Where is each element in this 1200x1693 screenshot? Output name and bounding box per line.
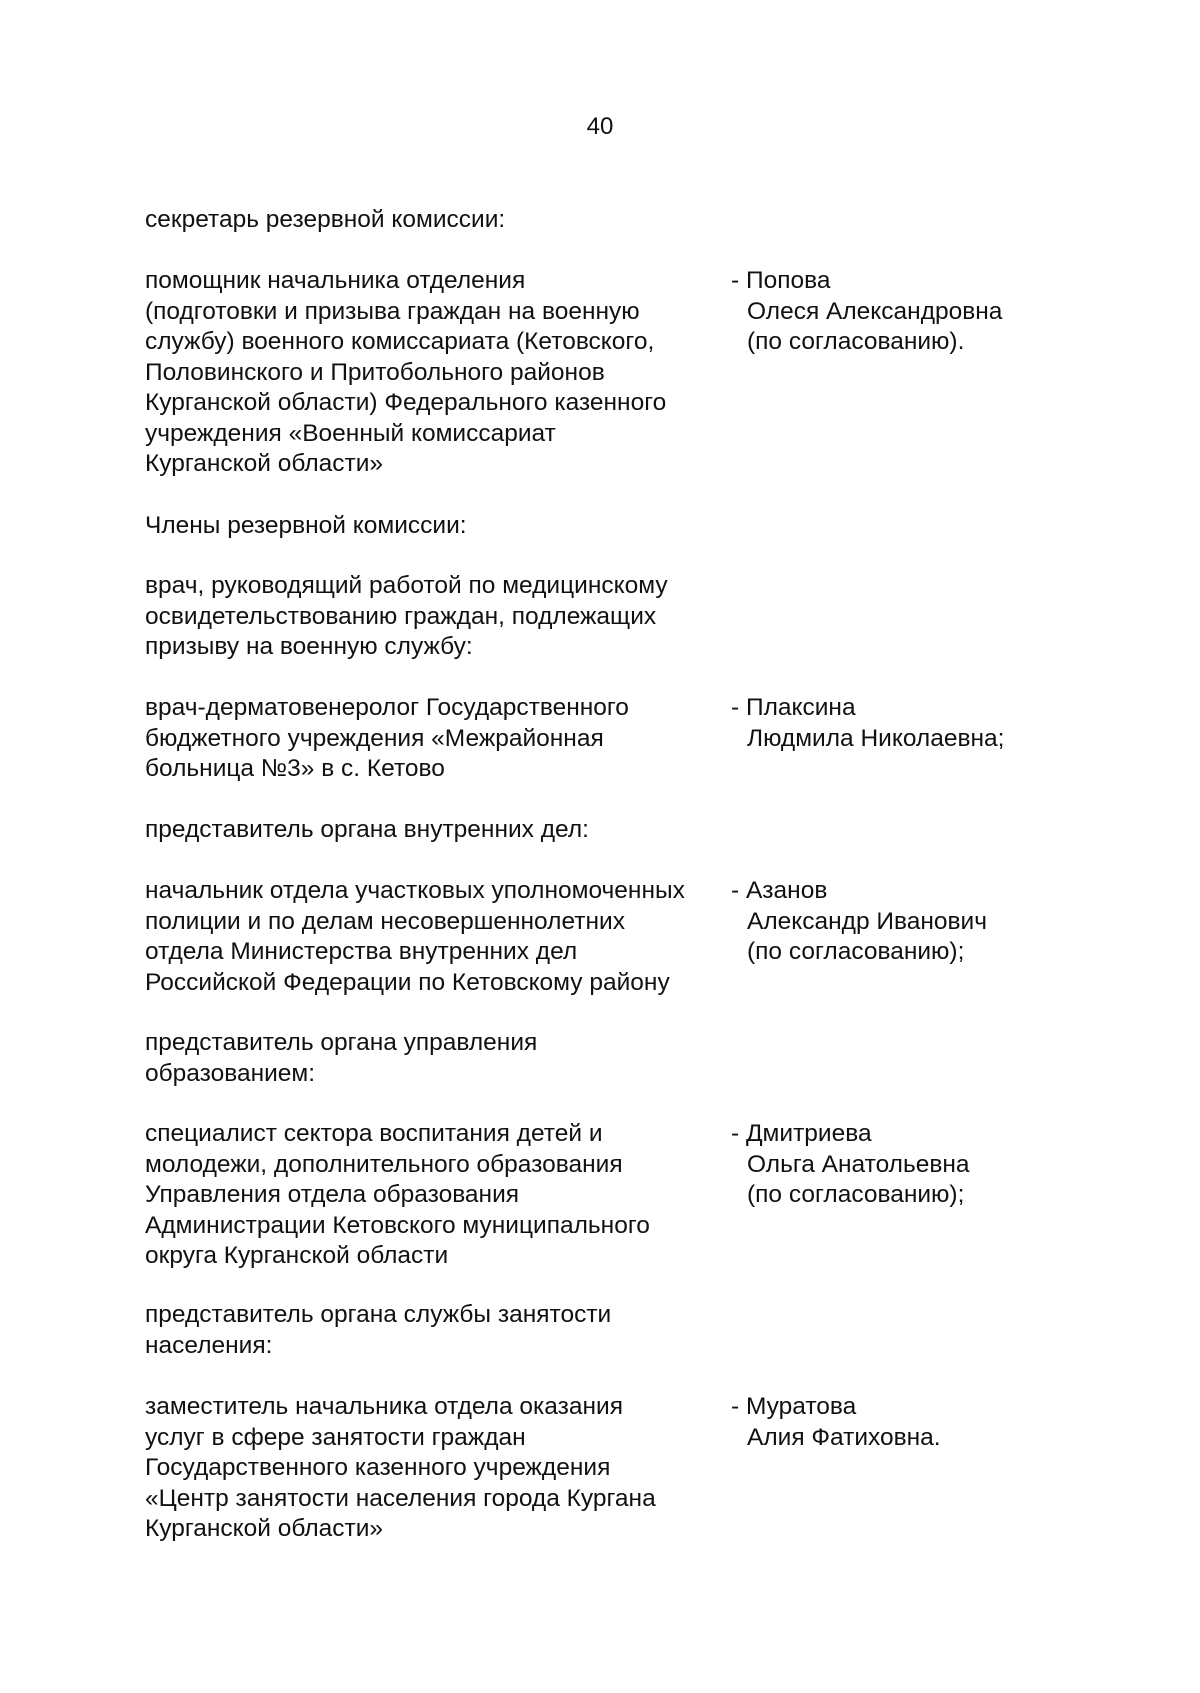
police-heading [145,815,589,846]
doctor-heading [145,571,668,663]
position-line: Половинского и Притобольного районов [145,358,605,386]
education-position [145,1119,650,1272]
position-line: специалист сектора воспитания детей и [145,1120,603,1147]
position-line: помощник начальника отделения [145,267,526,294]
person-line: - Плаксина [731,694,856,721]
employment-position [145,1392,656,1545]
employment-heading [145,1300,611,1361]
position-line: услуг в сфере занятости граждан [145,1423,526,1451]
secretary-person [731,266,1002,358]
heading-line: образованием: [145,1059,316,1087]
position-line: округа Курганской области [145,1242,449,1269]
heading-line: представитель органа службы занятости [145,1301,612,1328]
secretary-position [145,266,666,480]
person-line: Ольга Анатольевна [747,1150,970,1178]
position-line: врач-дерматовенеролог Государственного [145,694,629,721]
position-line: учреждения «Военный комиссариат [145,419,556,447]
doctor-position [145,693,629,785]
position-line: «Центр занятости населения города Кургана [145,1484,656,1512]
heading-line: представитель органа внутренних дел: [145,816,589,843]
police-person [731,876,987,968]
person-line: - Дмитриева [731,1120,872,1147]
education-heading [145,1028,537,1089]
position-line: полиции и по делам несовершеннолетних [145,907,625,935]
person-line: - Азанов [731,877,828,904]
employment-person [731,1392,941,1453]
person-line: Александр Иванович [747,907,987,935]
heading-line: секретарь резервной комиссии: [145,206,506,233]
person-line: (по согласованию); [747,1181,965,1208]
position-line: Курганской области) Федерального казенного [145,389,667,416]
person-line: (по согласованию). [747,328,965,355]
page-number: 40 [586,113,614,140]
position-line: Курганской области» [145,450,384,477]
position-line: Курганской области» [145,1515,384,1542]
secretary-heading [145,205,505,236]
position-line: отдела Министерства внутренних дел [145,938,578,965]
person-line: Людмила Николаевна; [747,724,1005,752]
person-line: (по согласованию); [747,938,965,965]
position-line: Российской Федерации по Кетовскому району [145,968,670,996]
position-line: бюджетного учреждения «Межрайонная [145,724,604,752]
members-heading [145,511,467,542]
position-line: начальник отдела участковых уполномоченных [145,877,685,904]
doctor-person [731,693,1004,754]
person-line: - Муратова [731,1393,857,1420]
position-line: больница №3» в с. Кетово [145,755,445,782]
education-person [731,1119,970,1211]
position-line: Государственного казенного учреждения [145,1454,611,1481]
heading-line: населения: [145,1331,273,1359]
person-line: Алия Фатиховна. [747,1423,941,1451]
heading-line: врач, руководящий работой по медицинскому [145,572,668,599]
person-line: Олеся Александровна [747,297,1003,325]
position-line: молодежи, дополнительного образования [145,1150,623,1178]
position-line: Администрации Кетовского муниципального [145,1211,650,1239]
position-line: Управления отдела образования [145,1181,520,1208]
heading-line: освидетельствованию граждан, подлежащих [145,602,657,630]
heading-line: призыву на военную службу: [145,633,473,660]
heading-line: представитель органа управления [145,1029,538,1056]
police-position [145,876,685,998]
position-line: (подготовки и призыва граждан на военную [145,297,640,325]
position-line: заместитель начальника отдела оказания [145,1393,623,1420]
person-line: - Попова [731,267,831,294]
heading-line: Члены резервной комиссии: [145,512,467,539]
position-line: службу) военного комиссариата (Кетовского, [145,328,655,355]
